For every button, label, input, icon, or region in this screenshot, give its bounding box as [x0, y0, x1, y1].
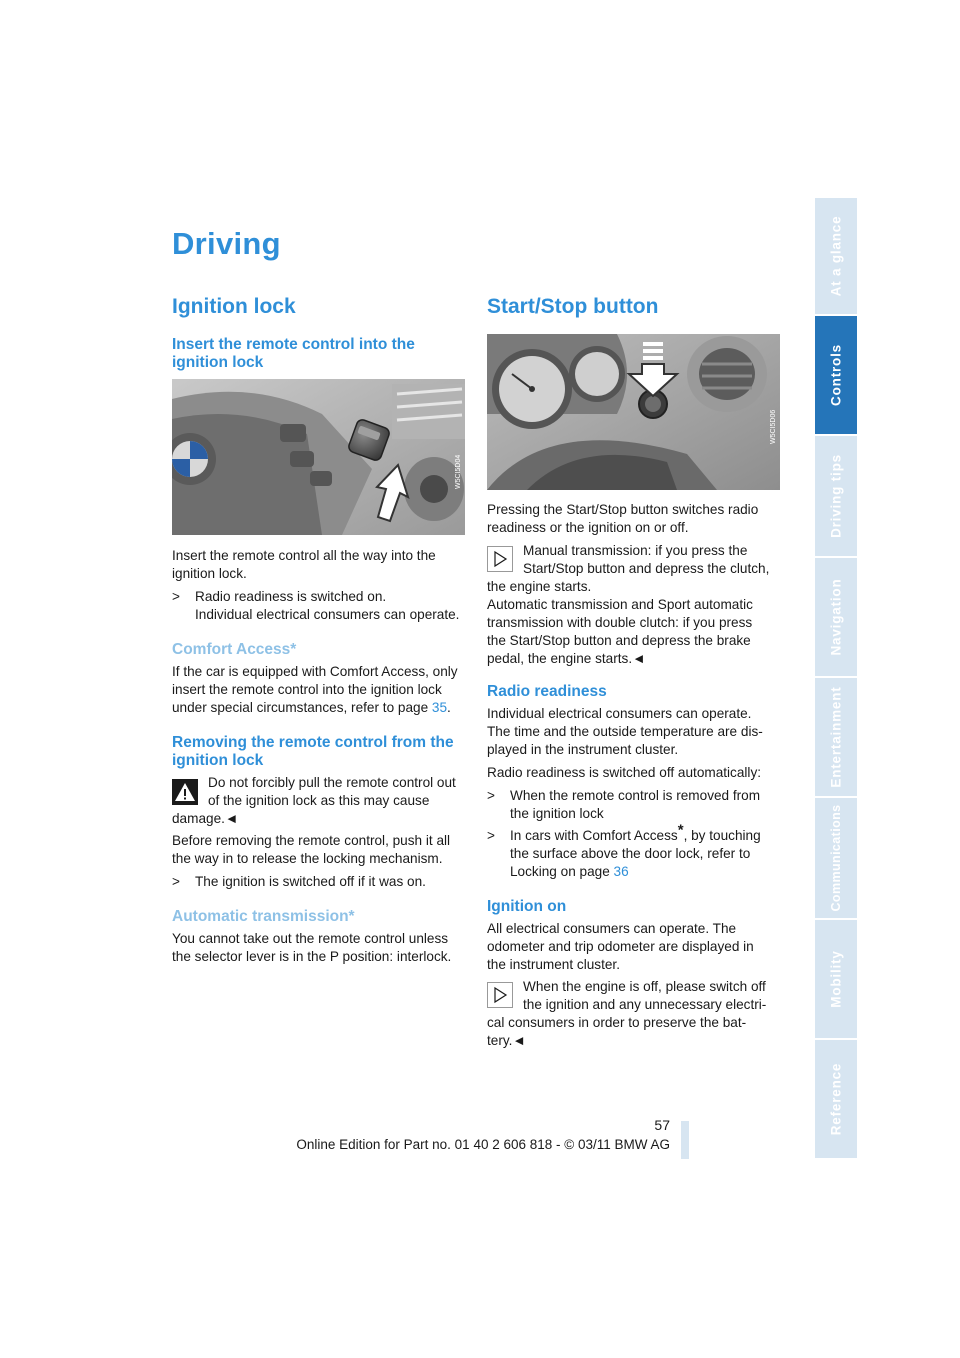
- bullet-mark: >: [172, 589, 180, 604]
- tab-mobility[interactable]: [815, 920, 857, 1040]
- tab-label: Driving tips: [828, 454, 844, 538]
- image-code: W5CI5D04: [455, 454, 462, 489]
- text-segment: .: [447, 700, 451, 715]
- paragraph-insert-remote: [172, 547, 467, 583]
- page-marker: [681, 1121, 689, 1159]
- text-line: the Start/Stop button and depress the brake: [487, 633, 751, 648]
- text-line: cal consumers in order to preserve the bat-: [487, 1015, 747, 1030]
- subheading-removing-remote: [172, 734, 454, 770]
- text-line: All electrical consumers can operate. The: [487, 921, 737, 936]
- paragraph-release-lock: [172, 832, 472, 868]
- text-line: pedal, the engine starts.◄: [487, 651, 646, 666]
- text-line: the ignition and any unnecessary electri-: [523, 997, 767, 1012]
- paragraph-interlock: [172, 930, 472, 966]
- warning-removing: [172, 774, 472, 828]
- section-heading-ignition-lock: Ignition lock: [172, 295, 296, 318]
- text-line: You cannot take out the remote control unless: [172, 931, 449, 946]
- text-line: Radio readiness is switched on.: [195, 589, 387, 604]
- tab-label: Controls: [828, 344, 844, 406]
- text-line: [510, 863, 787, 881]
- tab-reference[interactable]: [815, 1040, 857, 1160]
- paragraph-comfort-access: [172, 663, 472, 717]
- text-line: ignition lock.: [172, 566, 247, 581]
- text-line: the surface above the door lock, refer to: [510, 846, 751, 861]
- bullet-mark: >: [487, 828, 495, 843]
- tab-label: Reference: [828, 1062, 844, 1136]
- text-line: [510, 821, 787, 845]
- tab-at-a-glance[interactable]: [815, 198, 857, 316]
- tab-controls[interactable]: [815, 316, 857, 436]
- bullet-mark: >: [487, 788, 495, 803]
- text-line: The ignition is switched off if it was on.: [195, 874, 426, 889]
- page-number: 57: [654, 1117, 670, 1133]
- ignition-lock-photo: [172, 379, 465, 535]
- subheading-line: ignition lock: [172, 752, 264, 769]
- text-line: Start/Stop button and depress the clutch,: [523, 561, 770, 576]
- text-line: Do not forcibly pull the remote control out: [208, 775, 456, 790]
- text-line: Insert the remote control all the way into the: [172, 548, 436, 563]
- start-stop-photo: [487, 334, 780, 490]
- text-segment: Locking on page: [510, 864, 614, 879]
- text-line: Individual electrical consumers can operate.: [487, 706, 752, 721]
- text-line: insert the remote control into the ignition lock: [172, 682, 442, 697]
- bullet-ignition-off: [172, 873, 472, 891]
- tab-label: Communications: [829, 804, 843, 912]
- text-line: the engine starts.: [487, 579, 592, 594]
- text-line: Pressing the Start/Stop button switches radio: [487, 502, 759, 517]
- tab-communications[interactable]: [815, 798, 857, 920]
- bullet-comfort-access: [487, 821, 787, 881]
- text-segment: under special circumstances, refer to page: [172, 700, 432, 715]
- text-line: The time and the outside temperature are dis-: [487, 724, 763, 739]
- tab-label: Navigation: [828, 578, 844, 656]
- bullet-mark: >: [172, 874, 180, 889]
- start-stop-illustration: [487, 334, 780, 490]
- page-link-35[interactable]: 35: [431, 700, 448, 715]
- text-line: tery.◄: [487, 1033, 526, 1048]
- note-manual-automatic: [487, 542, 787, 668]
- subheading-line: Removing the remote control from the: [172, 734, 454, 751]
- tab-driving-tips[interactable]: [815, 436, 857, 558]
- tab-label: Mobility: [828, 950, 844, 1008]
- text-line: the instrument cluster.: [487, 957, 620, 972]
- subheading-ignition-on: Ignition on: [487, 898, 567, 915]
- note-battery: [487, 978, 787, 1050]
- bullet-radio-readiness: [172, 588, 472, 624]
- subheading-radio-readiness: Radio readiness: [487, 683, 607, 700]
- page-title: Driving: [172, 226, 281, 261]
- tab-label: Entertainment: [828, 686, 844, 788]
- paragraph-start-stop: [487, 501, 787, 537]
- text-line: odometer and trip odometer are displayed in: [487, 939, 754, 954]
- image-code: W5CI5D06: [770, 409, 777, 444]
- text-segment: In cars with Comfort Access: [510, 828, 678, 843]
- paragraph-ignition-on: [487, 920, 787, 974]
- subheading-line: Insert the remote control into the: [172, 336, 415, 353]
- ignition-lock-illustration: [172, 379, 465, 535]
- text-segment: , by touching: [683, 828, 761, 843]
- text-line: [172, 699, 472, 717]
- subheading-automatic-transmission: Automatic transmission*: [172, 908, 355, 925]
- text-line: When the engine is off, please switch off: [523, 979, 766, 994]
- subheading-line: ignition lock: [172, 354, 264, 371]
- text-line: the selector lever is in the P position: interlock.: [172, 949, 452, 964]
- text-line: transmission with double clutch: if you press: [487, 615, 753, 630]
- paragraph-radio-off: Radio readiness is switched off automatically:: [487, 765, 762, 780]
- text-line: readiness or the ignition on or off.: [487, 520, 689, 535]
- text-line: If the car is equipped with Comfort Access, only: [172, 664, 458, 679]
- section-heading-start-stop: Start/Stop button: [487, 295, 659, 318]
- text-line: the way in to release the locking mechanism.: [172, 851, 443, 866]
- bullet-remote-removed: [487, 787, 787, 823]
- page-link-36[interactable]: 36: [613, 864, 629, 879]
- tab-entertainment[interactable]: [815, 678, 857, 798]
- subheading-comfort-access: Comfort Access*: [172, 641, 297, 658]
- text-line: played in the instrument cluster.: [487, 742, 679, 757]
- tab-label: At a glance: [828, 215, 844, 297]
- text-line: Manual transmission: if you press the: [523, 543, 748, 558]
- text-line: damage.◄: [172, 811, 239, 826]
- option-star: *: [677, 821, 684, 839]
- text-line: Automatic transmission and Sport automatic: [487, 597, 753, 612]
- footer-edition: Online Edition for Part no. 01 40 2 606 818 - © 03/11 BMW AG: [296, 1137, 670, 1152]
- tab-navigation[interactable]: [815, 558, 857, 678]
- text-line: of the ignition lock as this may cause: [208, 793, 430, 808]
- text-line: Individual electrical consumers can operate.: [195, 607, 460, 622]
- subheading-insert-remote: [172, 336, 415, 372]
- paragraph-radio-readiness: [487, 705, 787, 759]
- text-line: the ignition lock: [510, 806, 604, 821]
- text-line: Before removing the remote control, push it all: [172, 833, 451, 848]
- text-line: When the remote control is removed from: [510, 788, 761, 803]
